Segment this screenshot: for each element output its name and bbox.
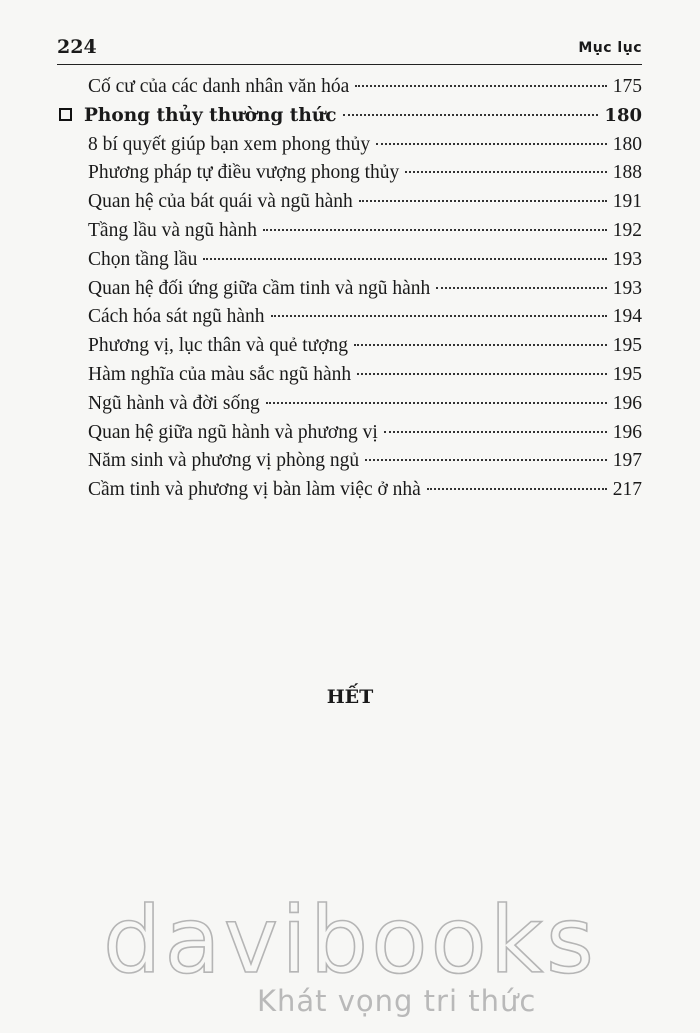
running-title: Mục lục: [578, 40, 642, 56]
toc-row: [57, 479, 642, 508]
toc-entry-title: Cách hóa sát ngũ hành: [88, 306, 265, 328]
dot-leader: [354, 344, 607, 346]
toc-entry-page: 197: [612, 450, 642, 472]
toc-entry-page: 195: [612, 335, 642, 357]
toc-row: [57, 134, 642, 163]
toc-entry-page: 191: [612, 191, 642, 213]
toc-entry-title: Chọn tầng lầu: [88, 248, 198, 270]
dot-leader: [203, 258, 606, 260]
toc-row: [57, 364, 642, 393]
toc-entry-page: 196: [612, 392, 642, 414]
toc-entry-title: 8 bí quyết giúp bạn xem phong thủy: [88, 133, 371, 155]
toc-row: [57, 162, 642, 191]
checkbox-icon: [59, 108, 72, 121]
dot-leader: [384, 431, 607, 433]
dot-leader: [365, 459, 607, 461]
dot-leader: [355, 85, 606, 87]
dot-leader: [271, 315, 607, 317]
toc-entry-title: Cầm tinh và phương vị bàn làm việc ở nhà: [88, 479, 421, 501]
dot-leader: [427, 488, 607, 490]
toc-section-row: [57, 105, 642, 134]
toc-entry-page: 192: [612, 219, 642, 241]
dot-leader: [359, 200, 607, 202]
toc-row: [57, 450, 642, 479]
toc-entry-title: Quan hệ đối ứng giữa cầm tinh và ngũ hành: [88, 277, 431, 299]
toc-entry-page: 194: [612, 306, 642, 328]
toc-row: [57, 306, 642, 335]
toc-entry-title: Phương pháp tự điều vượng phong thủy: [88, 162, 400, 184]
toc-row: [57, 393, 642, 422]
page-number: 224: [57, 36, 97, 58]
toc-entry-page: 193: [612, 248, 642, 270]
toc-entry-page: 195: [612, 363, 642, 385]
toc-row: [57, 278, 642, 307]
toc-entry-page: 217: [612, 479, 642, 501]
toc-entry-title: Quan hệ của bát quái và ngũ hành: [88, 191, 353, 213]
dot-leader: [405, 171, 607, 173]
toc-entry-title: Cố cư của các danh nhân văn hóa: [88, 76, 350, 97]
toc-entry-title: Hàm nghĩa của màu sắc ngũ hành: [88, 363, 352, 385]
dot-leader: [266, 402, 607, 404]
toc-row: [57, 249, 642, 278]
toc-entry-page: 175: [612, 76, 642, 97]
dot-leader: [376, 143, 607, 145]
toc-entry-title: Phong thủy thường thức: [84, 104, 337, 126]
toc-entry-page: 196: [612, 421, 642, 443]
toc-entry-page: 180: [604, 104, 642, 126]
toc-entry-page: 188: [612, 162, 642, 184]
toc-entry-title: Năm sinh và phương vị phòng ngủ: [88, 450, 360, 472]
dot-leader: [436, 287, 606, 289]
toc-entry-title: Ngũ hành và đời sống: [88, 392, 260, 414]
watermark-logo: davibooks: [103, 887, 597, 994]
toc-row: [57, 220, 642, 249]
toc-row: [57, 335, 642, 364]
dot-leader: [343, 114, 599, 116]
toc-row: [57, 422, 642, 451]
toc-row: [57, 76, 642, 105]
toc-entry-page: 180: [612, 133, 642, 155]
page-header: [57, 34, 642, 65]
table-of-contents: [57, 76, 642, 508]
toc-entry-title: Tầng lầu và ngũ hành: [88, 219, 257, 241]
end-mark: HẾT: [326, 686, 374, 708]
toc-entry-title: Quan hệ giữa ngũ hành và phương vị: [88, 421, 378, 443]
toc-entry-title: Phương vị, lục thân và quẻ tượng: [88, 335, 349, 357]
toc-entry-page: 193: [612, 277, 642, 299]
toc-row: [57, 191, 642, 220]
watermark-tagline: Khát vọng tri thức: [257, 984, 537, 1018]
dot-leader: [357, 373, 607, 375]
dot-leader: [263, 229, 607, 231]
